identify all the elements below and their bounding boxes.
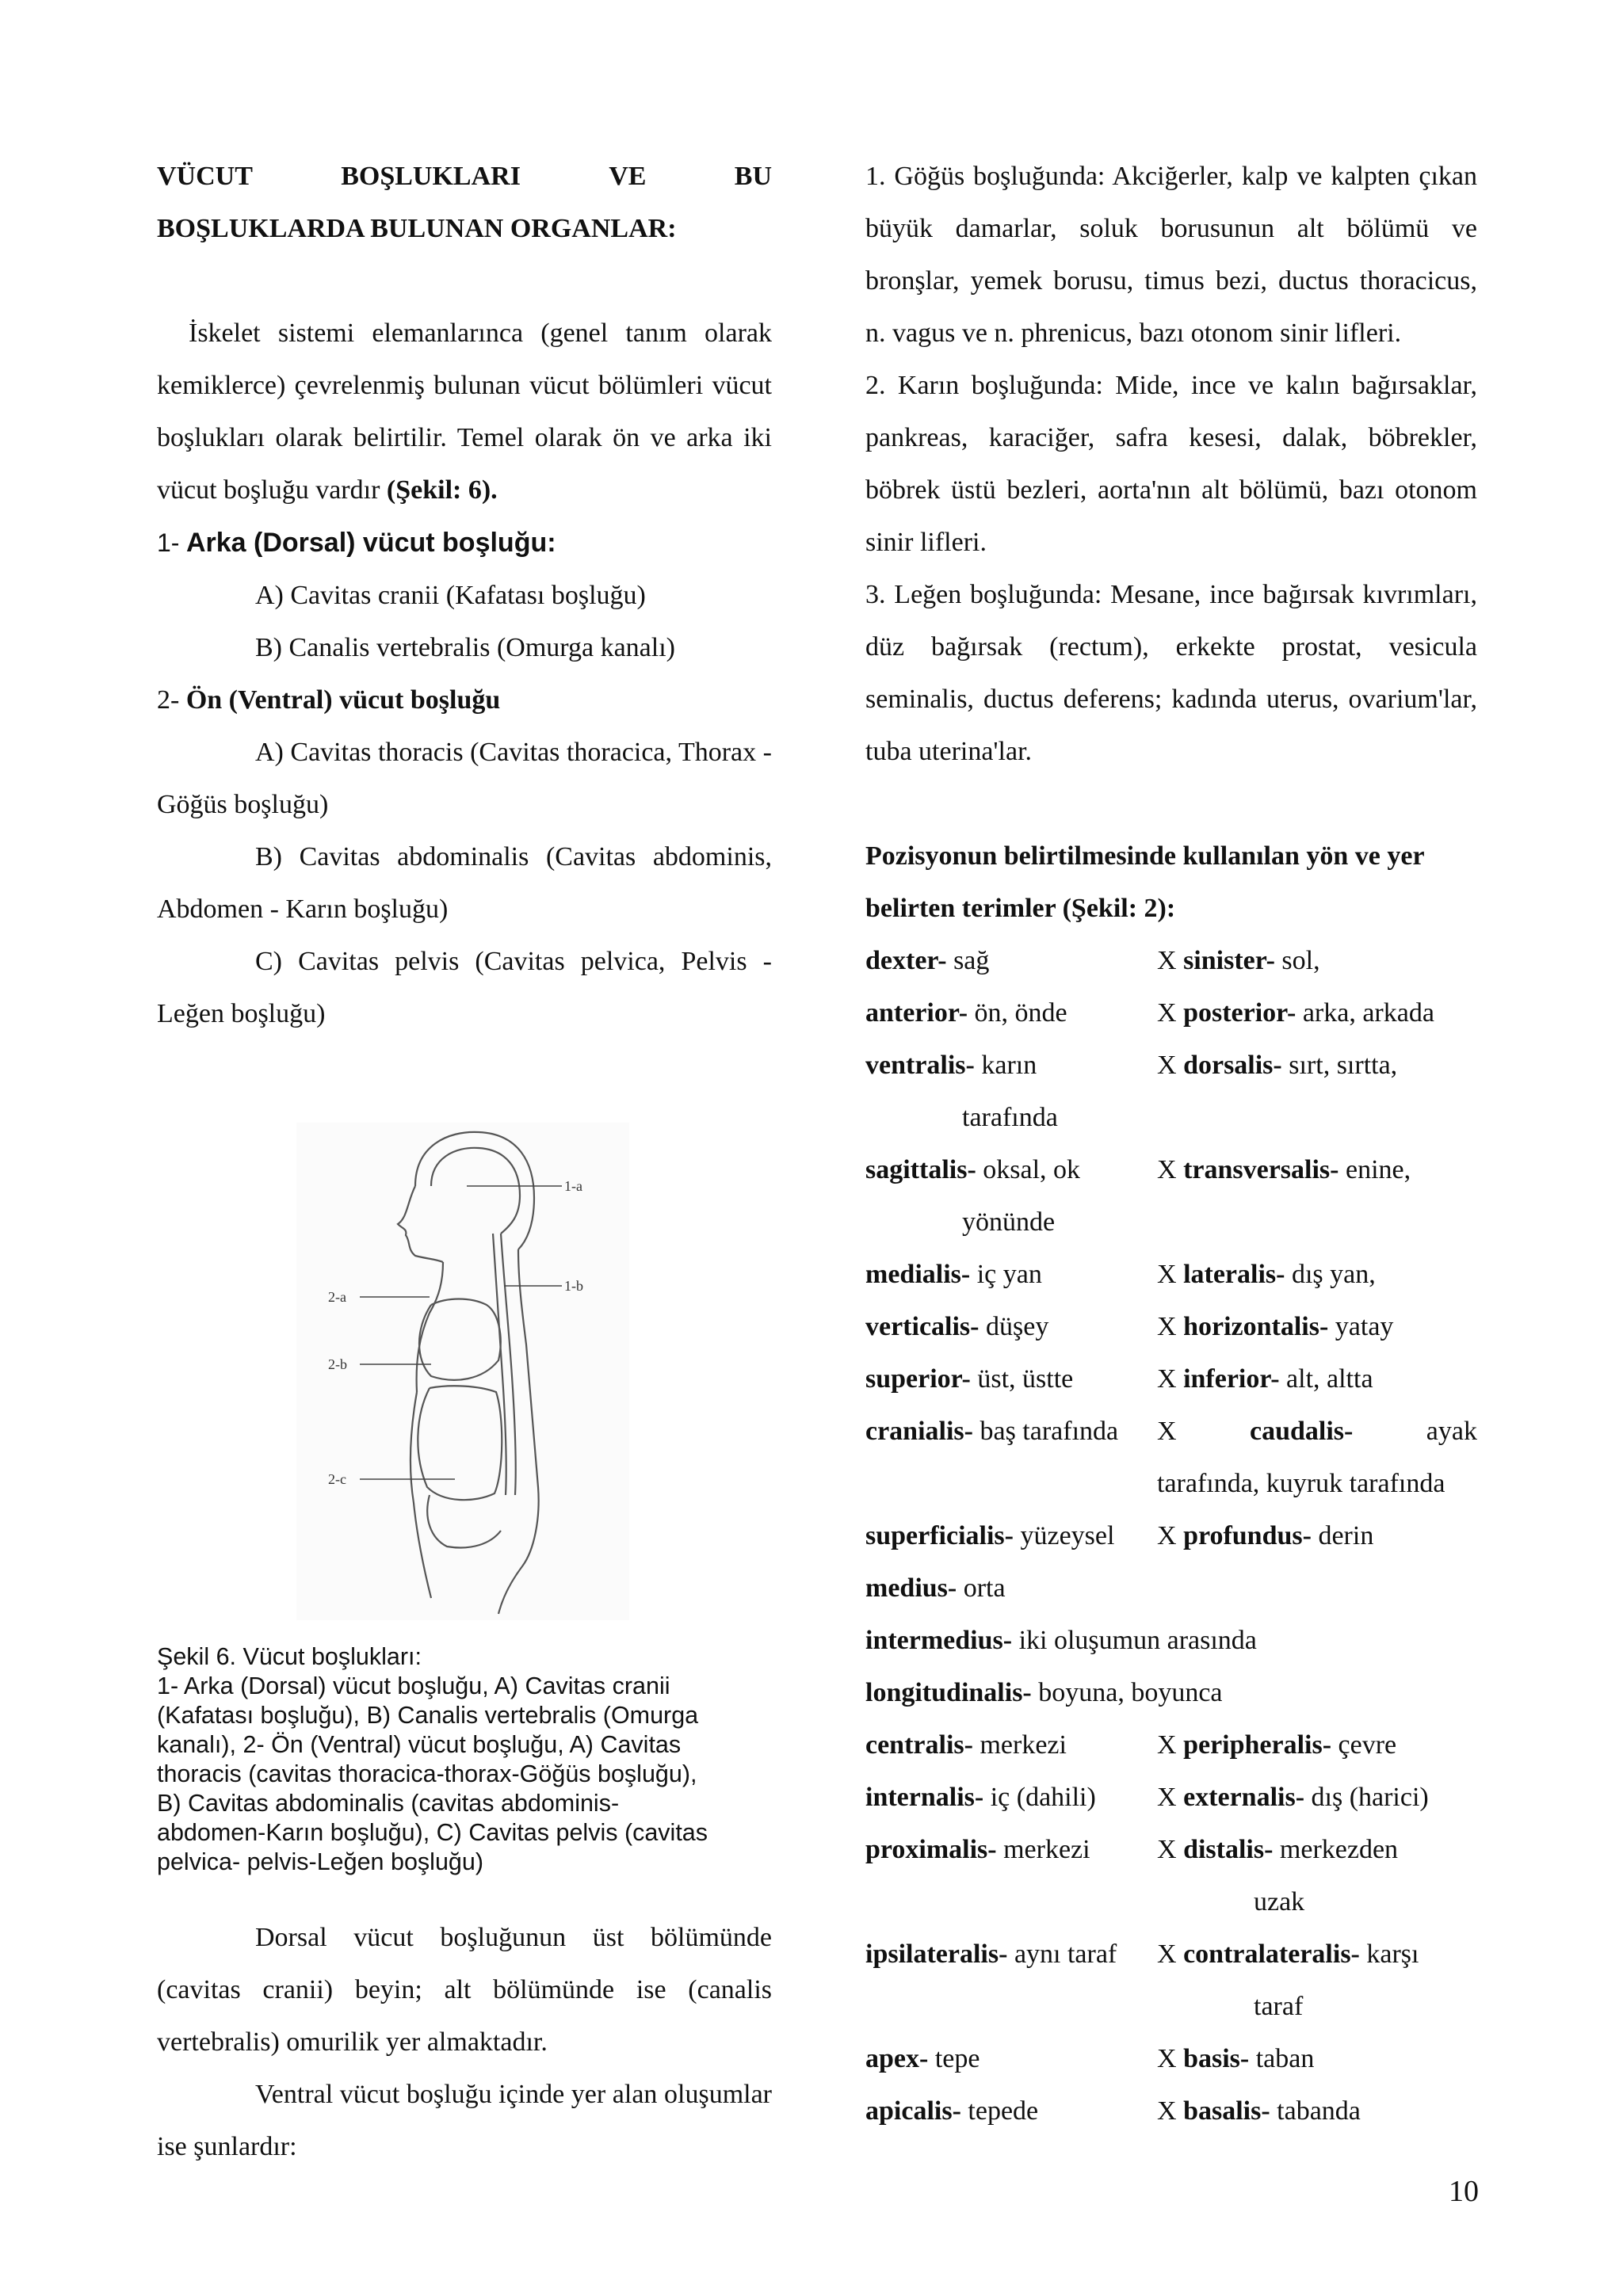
term-left: apex- tepe — [865, 2044, 980, 2073]
figure-label: 1-a — [564, 1178, 582, 1194]
ventral-paragraph: Ventral vücut boşluğu içinde yer alan oluşumlar ise şunlardır: — [157, 2080, 772, 2161]
chest-cavity-item: 1. Göğüs boşluğunda: Akciğerler, kalp ve kalpten çıkan büyük damarlar, soluk borusunun alt bölümü ve bronşlar, yemek borusu, timus bezi, ductus thoracicus, n. vagus ve n. phrenicus, bazı otonom sinir lifleri. — [865, 162, 1477, 348]
caption-line: pelvica- pelvis-Leğen boşluğu) — [157, 1848, 483, 1875]
ventral-heading: 2- Ön (Ventral) vücut boşluğu — [157, 685, 501, 715]
term-row — [865, 1667, 1477, 1719]
title-word: VÜCUT — [157, 162, 253, 191]
term-right: X inferior- alt, altta — [1157, 1364, 1373, 1394]
left-column — [157, 151, 772, 2173]
caption-line: kanalı), 2- Ön (Ventral) vücut boşluğu, A) Cavitas — [157, 1731, 682, 1758]
term-right: X peripheralis- çevre — [1157, 1730, 1397, 1760]
dorsal-item-a: A) Cavitas cranii (Kafatası boşluğu) — [255, 581, 646, 610]
term-row — [865, 935, 1477, 987]
ventral-item-c: C) Cavitas pelvis (Cavitas pelvica, Pelvis - Leğen boşluğu) — [157, 947, 772, 1028]
terms-title: Pozisyonun belirtilmesinde kullanılan yön ve yer belirten terimler (Şekil: 2): — [865, 841, 1424, 923]
caption-line: B) Cavitas abdominalis (cavitas abdominis- — [157, 1790, 620, 1817]
term-row — [865, 1928, 1477, 1981]
page-number: 10 — [1449, 2175, 1479, 2208]
title-word: BOŞLUKLARI — [341, 162, 521, 191]
ventral-item-a: A) Cavitas thoracis (Cavitas thoracica, Thorax - Göğüs boşluğu) — [157, 738, 772, 819]
ventral-item-b: B) Cavitas abdominalis (Cavitas abdominis, Abdomen - Karın boşluğu) — [157, 842, 772, 924]
term-left: apicalis- tepede — [865, 2096, 1039, 2126]
caption-line: (Kafatası boşluğu), B) Canalis vertebralis (Omurga — [157, 1702, 699, 1729]
figure-label: 2-b — [328, 1356, 347, 1372]
term-left: verticalis- düşey — [865, 1312, 1049, 1341]
term-row — [865, 1615, 1477, 1667]
dorsal-paragraph: Dorsal vücut boşluğunun üst bölümünde (cavitas cranii) beyin; alt bölümünde ise (canalis vertebralis) omurilik yer almaktadır. — [157, 1923, 772, 2057]
term-left: ipsilateralis- aynı taraf — [865, 1939, 1117, 1969]
terms-list — [865, 935, 1477, 2138]
term-right: X horizontalis- yatay — [1157, 1312, 1394, 1341]
title-line-2: BOŞLUKLARDA BULUNAN ORGANLAR: — [157, 214, 677, 243]
section-title — [157, 151, 772, 255]
term-right: X caudalis- ayak — [1157, 1417, 1477, 1446]
term-row — [865, 1772, 1477, 1824]
figure-reference: (Şekil: 6). — [386, 475, 498, 505]
term-right: X externalis- dış (harici) — [1157, 1783, 1429, 1812]
term-right: X basis- taban — [1157, 2044, 1315, 2073]
term-continuation: yönünde — [962, 1207, 1056, 1237]
term-continuation: tarafında — [962, 1103, 1058, 1132]
term-right: X lateralis- dış yan, — [1157, 1260, 1376, 1289]
term-row — [865, 1510, 1477, 1562]
term-row — [865, 1405, 1477, 1458]
term-row — [865, 1562, 1477, 1615]
term-left: centralis- merkezi — [865, 1730, 1067, 1760]
title-word: BU — [734, 162, 772, 191]
term-right: X basalis- tabanda — [1157, 2096, 1361, 2126]
term-left: intermedius- iki oluşumun arasında — [865, 1626, 1257, 1655]
figure-caption — [157, 1642, 772, 1877]
term-left: internalis- iç (dahili) — [865, 1783, 1096, 1812]
term-left: proximalis- merkezi — [865, 1835, 1090, 1864]
term-continuation: taraf — [1254, 1992, 1304, 2021]
term-row — [865, 1249, 1477, 1301]
term-left: superficialis- yüzeysel — [865, 1521, 1115, 1550]
body-cavities-figure — [296, 1123, 629, 1620]
term-right: X posterior- arka, arkada — [1157, 998, 1434, 1028]
term-row — [865, 1353, 1477, 1405]
term-left: medius- orta — [865, 1573, 1006, 1603]
caption-line: 1- Arka (Dorsal) vücut boşluğu, A) Cavitas cranii — [157, 1672, 670, 1699]
term-right: X sinister- sol, — [1157, 946, 1320, 975]
term-row — [865, 1144, 1477, 1196]
caption-line: thoracis (cavitas thoracica-thorax-Göğüs boşluğu), — [157, 1760, 697, 1787]
intro-paragraph: İskelet sistemi elemanlarınca (genel tanım olarak kemiklerce) çevrelenmiş bulunan vücut bölümleri vücut boşlukları olarak belirtilir. Temel olarak ön ve arka iki vücut boşluğu vardır (Şekil: 6). — [157, 318, 772, 505]
term-row — [865, 1824, 1477, 1876]
term-continuation: tarafında, kuyruk tarafında — [1157, 1469, 1445, 1498]
caption-line: abdomen-Karın boşluğu), C) Cavitas pelvis (cavitas — [157, 1819, 708, 1846]
title-word: VE — [609, 162, 647, 191]
term-row — [865, 2085, 1477, 2138]
term-continuation: uzak — [1254, 1887, 1305, 1917]
term-left: medialis- iç yan — [865, 1260, 1042, 1289]
pelvic-cavity-item: 3. Leğen boşluğunda: Mesane, ince bağırsak kıvrımları, düz bağırsak (rectum), erkekte prostat, vesicula seminalis, ductus deferens; kadında uterus, ovarium'lar, tuba uterina'lar. — [865, 580, 1477, 766]
term-right: X transversalis- enine, — [1157, 1155, 1411, 1184]
figure-label: 2-a — [328, 1289, 346, 1305]
term-left: ventralis- karın — [865, 1051, 1037, 1080]
term-row — [865, 1039, 1477, 1092]
right-column — [865, 151, 1477, 2138]
term-right: X contralateralis- karşı — [1157, 1939, 1419, 1969]
figure-label: 1-b — [564, 1278, 583, 1294]
figure-label: 2-c — [328, 1471, 346, 1487]
term-left: cranialis- baş tarafında — [865, 1417, 1119, 1446]
term-left: dexter- sağ — [865, 946, 990, 975]
term-row — [865, 1719, 1477, 1772]
body-outline-drawing — [296, 1123, 629, 1620]
term-right: X distalis- merkezden — [1157, 1835, 1399, 1864]
caption-line: Şekil 6. Vücut boşlukları: — [157, 1643, 422, 1670]
term-row — [865, 987, 1477, 1039]
term-right: X dorsalis- sırt, sırtta, — [1157, 1051, 1398, 1080]
term-left: superior- üst, üstte — [865, 1364, 1074, 1394]
term-left: sagittalis- oksal, ok — [865, 1155, 1081, 1184]
dorsal-item-b: B) Canalis vertebralis (Omurga kanalı) — [255, 633, 675, 662]
term-right: X profundus- derin — [1157, 1521, 1374, 1550]
term-row — [865, 2033, 1477, 2085]
dorsal-heading: 1- Arka (Dorsal) vücut boşluğu: — [157, 528, 556, 558]
term-row — [865, 1301, 1477, 1353]
term-left: longitudinalis- boyuna, boyunca — [865, 1678, 1223, 1707]
term-left: anterior- ön, önde — [865, 998, 1067, 1028]
abdominal-cavity-item: 2. Karın boşluğunda: Mide, ince ve kalın bağırsaklar, pankreas, karaciğer, safra kesesi, dalak, böbrekler, böbrek üstü bezleri, aorta'nın alt bölümü, bazı otonom sinir lifleri. — [865, 371, 1477, 557]
